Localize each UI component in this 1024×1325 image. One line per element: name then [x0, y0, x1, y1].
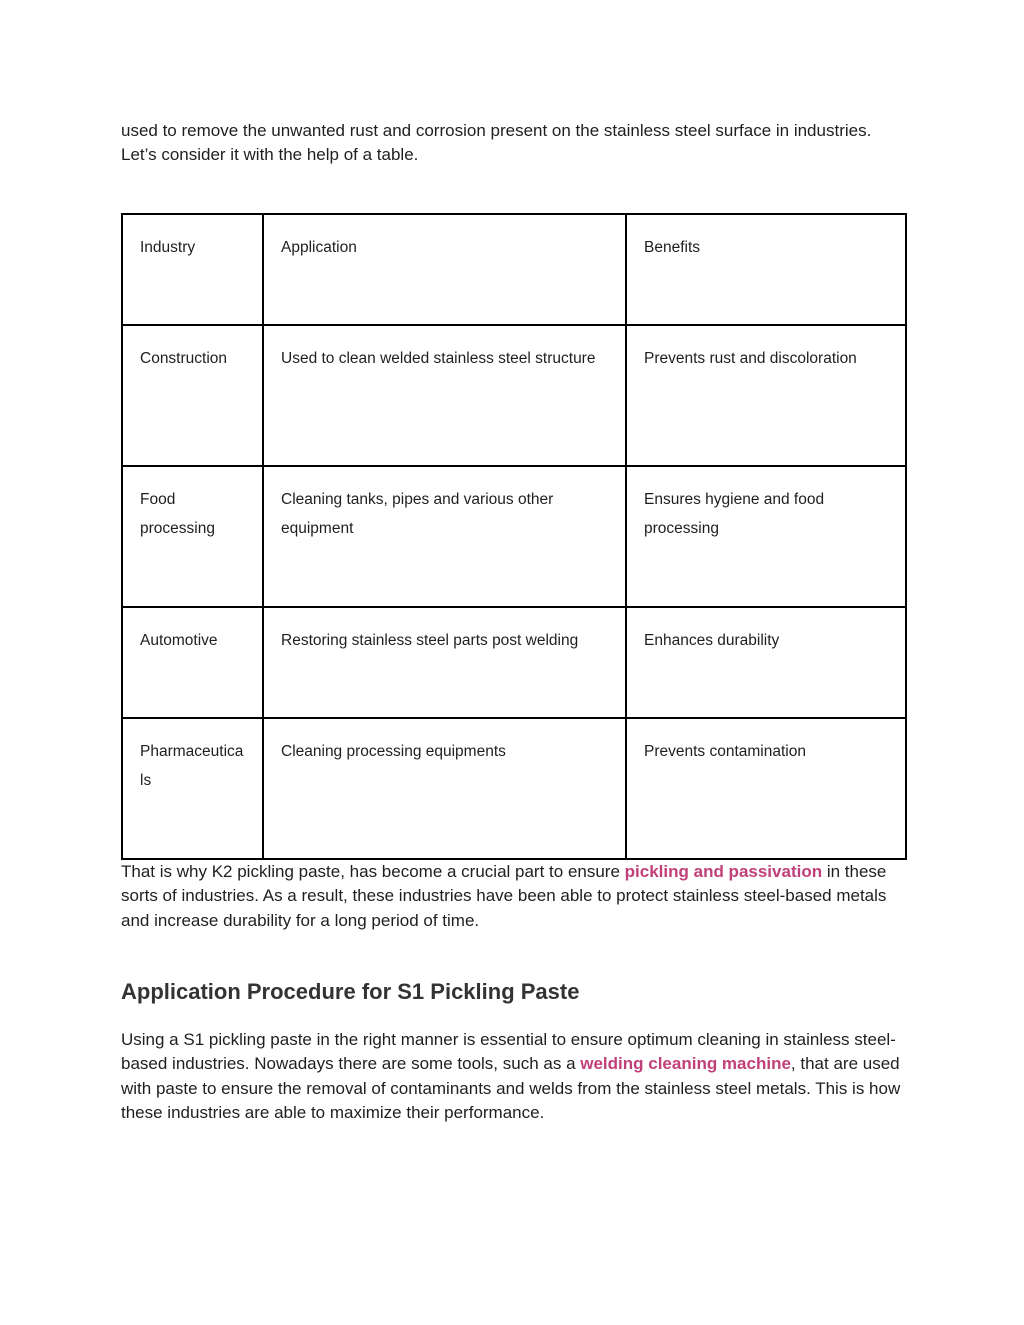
- cell-industry: Food processing: [122, 466, 263, 607]
- pickling-passivation-link[interactable]: pickling and passivation: [624, 861, 823, 881]
- intro-paragraph: used to remove the unwanted rust and corrosion present on the stainless steel surface in industries. Let’s consider it with the help of a table.: [121, 121, 872, 165]
- cell-benefits: Ensures hygiene and food processing: [626, 466, 906, 607]
- cell-application: Cleaning tanks, pipes and various other equipment: [263, 466, 626, 607]
- cell-application: Used to clean welded stainless steel structure: [263, 325, 626, 466]
- industry-table: [121, 213, 907, 860]
- cell-industry: Pharmaceuticals: [122, 718, 263, 859]
- table-row: [122, 718, 906, 859]
- header-application: Application: [263, 214, 626, 325]
- section-text-start: Using a S1 pickling paste in the right manner is essential to ensure optimum cleaning in stainless steel-based industries. Nowadays there are some tools, such as a: [121, 1030, 896, 1074]
- header-industry: Industry: [122, 214, 263, 325]
- after-table-paragraph: [121, 860, 906, 933]
- table-row: [122, 607, 906, 718]
- after-table-text-end: in these sorts of industries. As a result, these industries have been able to protect stainless steel-based metals and increase durability for a long period of time.: [121, 861, 887, 930]
- header-benefits: Benefits: [626, 214, 906, 325]
- document-page: [121, 119, 906, 1126]
- cell-benefits: Prevents rust and discoloration: [626, 325, 906, 466]
- cell-benefits: Enhances durability: [626, 607, 906, 718]
- cell-application: Cleaning processing equipments: [263, 718, 626, 859]
- after-table-text-start: That is why K2 pickling paste, has become a crucial part to ensure: [121, 861, 625, 881]
- section-text-end: , that are used with paste to ensure the removal of contaminants and welds from the stainless steel metals. This is how these industries are able to maximize their performance.: [121, 1054, 901, 1123]
- section-heading: Application Procedure for S1 Pickling Paste: [121, 979, 580, 1005]
- cell-benefits: Prevents contamination: [626, 718, 906, 859]
- welding-cleaning-machine-link[interactable]: welding cleaning machine: [580, 1054, 791, 1074]
- table-row: [122, 325, 906, 466]
- table-header-row: [122, 214, 906, 325]
- table-row: [122, 466, 906, 607]
- cell-industry: Automotive: [122, 607, 263, 718]
- section-paragraph: [121, 1028, 906, 1126]
- cell-industry: Construction: [122, 325, 263, 466]
- cell-application: Restoring stainless steel parts post welding: [263, 607, 626, 718]
